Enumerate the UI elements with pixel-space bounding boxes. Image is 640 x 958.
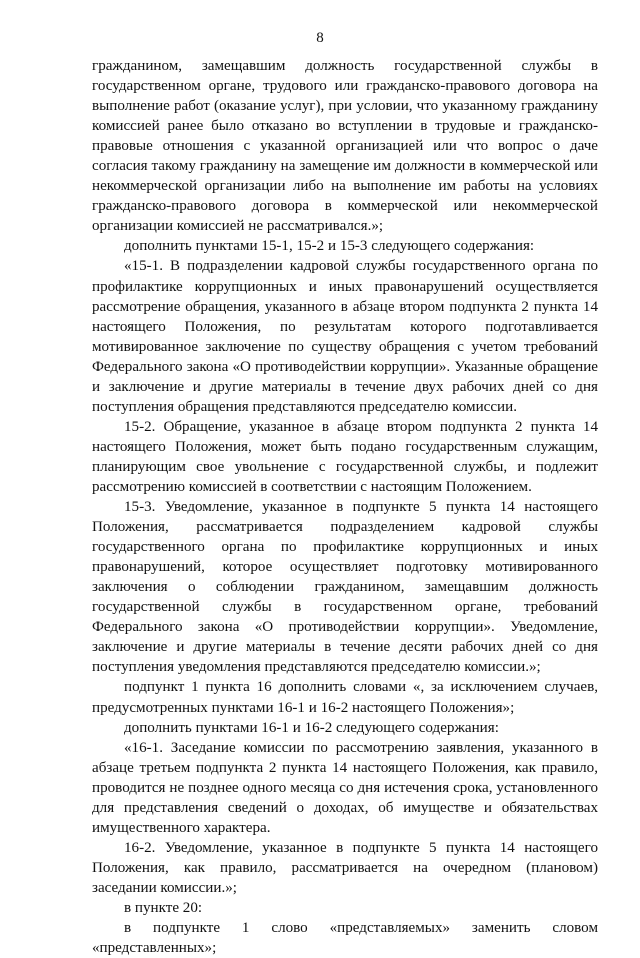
page-number: 8 (316, 30, 324, 46)
paragraph-p16-2: 16-2. Уведомление, указанное в подпункте 5 пункта 14 настоящего Положения, как правило, рассматривается на очередном (плановом) заседании комиссии.»; (92, 839, 598, 896)
paragraph-cont: гражданином, замещавшим должность государственной службы в государственном органе, трудового или гражданско-правового договора на выполнение работ (оказание услуг), при условии, что указанному гражданину комиссией ранее было отказано во вступлении в трудовые и гражданско-правовые отношения с указанной организацией или что вопрос о даче согласия такому гражданину на замещение им должности в коммерческой или некоммерческой организации либо на выполнение им работы на условиях гражданско-правового договора в коммерческой или некоммерческой организации комиссией не рассматривался.»; (92, 58, 598, 235)
paragraph-p16-sub1: подпункт 1 пункта 16 дополнить словами «, за исключением случаев, предусмотренных пунктами 16-1 и 16-2 настоящего Положения»; (92, 679, 598, 716)
paragraph-p20: в пункте 20: (124, 899, 203, 916)
paragraph-p16-1: «16-1. Заседание комиссии по рассмотрению заявления, указанного в абзаце третьем подпункта 2 пункта 14 настоящего Положения, как правило, проводится не позднее одного месяца со дня истечения срока, установленного для представления сведений о доходах, об имуществе и обязательствах имущественного характера. (92, 739, 598, 836)
paragraph-p15-3: 15-3. Уведомление, указанное в подпункте 5 пункта 14 настоящего Положения, рассматривается подразделением кадровой службы государственного органа по профилактике коррупционных и иных правонарушений, которое осуществляет подготовку мотивированного заключения о соблюдении гражданином, замещавшим должность государственной службы в государственном органе, требований Федерального закона «О противодействии коррупции». Уведомление, заключение и другие материалы в течение десяти рабочих дней со дня поступления уведомления представляются председателю комиссии.»; (92, 499, 598, 676)
paragraph-p15-2: 15-2. Обращение, указанное в абзаце втором подпункта 2 пункта 14 настоящего Положения, может быть подано государственным служащим, планирующим свое увольнение с государственной службы, и подлежит рассмотрению комиссией в соответствии с настоящим Положением. (92, 418, 598, 495)
paragraph-p20-sub1: в подпункте 1 слово «представляемых» заменить словом «представленных»; (92, 920, 598, 957)
paragraph-add-16: дополнить пунктами 16-1 и 16-2 следующего содержания: (124, 719, 499, 736)
document-body (92, 56, 598, 958)
paragraph-add-15: дополнить пунктами 15-1, 15-2 и 15-3 следующего содержания: (124, 238, 535, 255)
paragraph-p15-1: «15-1. В подразделении кадровой службы государственного органа по профилактике коррупционных и иных правонарушений осуществляется рассмотрение обращения, указанного в абзаце втором подпункта 2 пункта 14 настоящего Положения, по результатам которого подготавливается мотивированное заключение по существу обращения с учетом требований Федерального закона «О противодействии коррупции». Указанные обращение и заключение и другие материалы в течение двух рабочих дней со дня поступления обращения представляются председателю комиссии. (92, 258, 598, 415)
